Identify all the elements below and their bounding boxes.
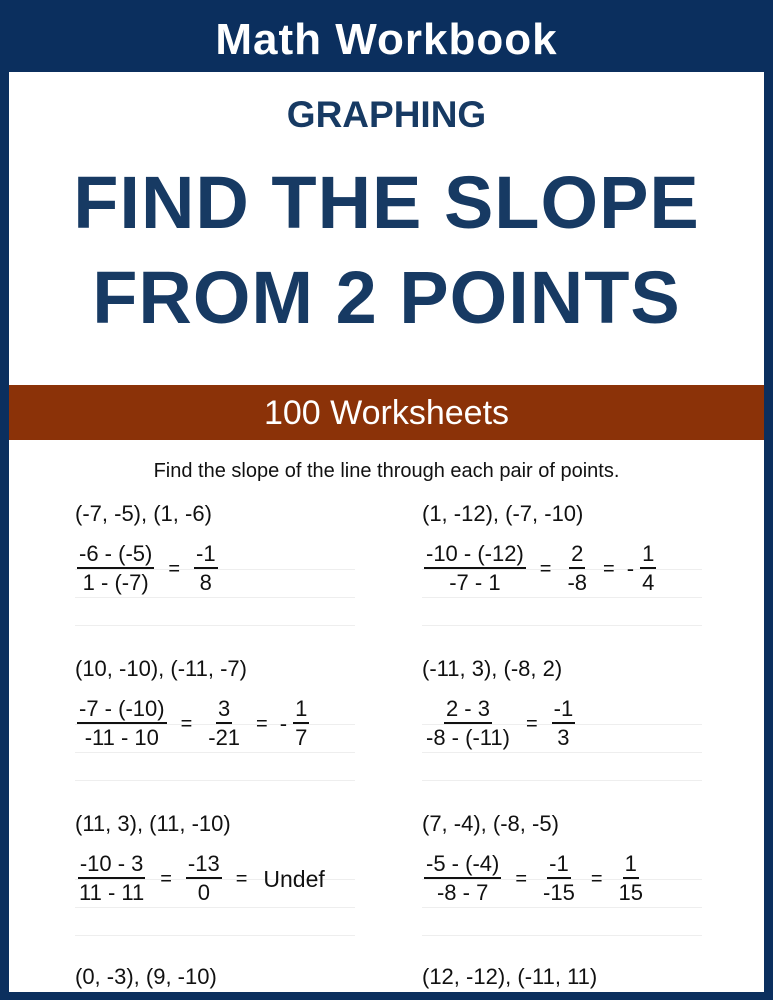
solution-steps (422, 848, 647, 910)
numerator: -10 - 3 (78, 851, 146, 879)
negative-sign: - (626, 556, 635, 581)
fraction (77, 541, 154, 597)
fraction (424, 851, 501, 907)
denominator: -8 - 7 (436, 880, 489, 905)
fraction (640, 541, 656, 597)
denominator: -8 (567, 570, 588, 595)
equals-sign: = (525, 712, 538, 735)
worksheet-count-banner: 100 Worksheets (9, 385, 764, 440)
solution-steps (75, 848, 329, 910)
denominator: -11 - 10 (84, 725, 159, 750)
fraction (541, 851, 577, 907)
point-pair: (-7, -5), (1, -6) (75, 501, 212, 526)
denominator: 0 (197, 880, 210, 905)
denominator: 11 - 11 (79, 880, 145, 905)
denominator: 4 (642, 570, 655, 595)
guide-line (75, 625, 355, 626)
point-pair: (11, 3), (11, -10) (75, 811, 231, 836)
fraction (77, 696, 167, 752)
workbook-header: Math Workbook (215, 15, 558, 64)
numerator: -13 (186, 851, 222, 879)
denominator: -15 (543, 880, 575, 905)
solution-steps (75, 538, 220, 600)
fraction (293, 696, 309, 752)
point-pair: (7, -4), (-8, -5) (422, 811, 559, 836)
equals-sign: = (235, 867, 248, 890)
title-line-2: FROM 2 POINTS (92, 256, 681, 339)
equals-sign: = (515, 867, 528, 890)
guide-line (422, 625, 702, 626)
cover-page (9, 72, 764, 992)
numerator: 3 (216, 696, 232, 724)
fraction (424, 696, 512, 752)
numerator: -10 - (-12) (424, 541, 526, 569)
numerator: -1 (194, 541, 218, 569)
subtitle: GRAPHING (286, 94, 487, 135)
negative-sign: - (279, 711, 288, 736)
fraction (617, 851, 645, 907)
point-pair: (12, -12), (-11, 11) (422, 964, 598, 989)
equals-sign: = (590, 867, 603, 890)
guide-line (422, 780, 702, 781)
numerator: 1 (293, 696, 309, 724)
equals-sign: = (256, 712, 268, 735)
point-pair: (1, -12), (-7, -10) (422, 501, 584, 526)
fraction (206, 696, 242, 752)
solution-steps (75, 693, 311, 755)
numerator: 2 - 3 (444, 696, 492, 724)
denominator: -21 (208, 725, 241, 750)
numerator: -1 (547, 851, 571, 879)
fraction (194, 541, 218, 597)
guide-line (422, 935, 702, 936)
result-text: Undef (263, 865, 325, 892)
solution-steps (422, 538, 658, 600)
fraction (565, 541, 589, 597)
numerator: 2 (569, 541, 585, 569)
denominator: -8 - (-11) (426, 725, 510, 750)
denominator: 3 (557, 725, 570, 750)
fraction (552, 696, 576, 752)
denominator: 8 (199, 570, 212, 595)
equals-sign: = (603, 557, 615, 580)
equals-sign: = (168, 557, 181, 580)
numerator: -1 (552, 696, 576, 724)
point-pair: (10, -10), (-11, -7) (75, 656, 247, 681)
equals-sign: = (180, 712, 193, 735)
numerator: -7 - (-10) (77, 696, 167, 724)
title-line-1: FIND THE SLOPE (73, 161, 700, 244)
fraction (77, 851, 146, 907)
denominator: 7 (295, 725, 308, 750)
solution-steps (422, 693, 577, 755)
point-pair: (0, -3), (9, -10) (75, 964, 217, 989)
numerator: 1 (623, 851, 639, 879)
fraction (186, 851, 222, 907)
numerator: 1 (640, 541, 656, 569)
fraction (424, 541, 526, 597)
denominator: 15 (618, 880, 643, 905)
equals-sign: = (539, 557, 552, 580)
denominator: -7 - 1 (449, 570, 501, 595)
numerator: -5 - (-4) (424, 851, 501, 879)
guide-line (75, 780, 355, 781)
point-pair: (-11, 3), (-8, 2) (422, 656, 563, 681)
denominator: 1 - (-7) (82, 570, 149, 595)
numerator: -6 - (-5) (77, 541, 154, 569)
equals-sign: = (160, 867, 172, 890)
guide-line (75, 935, 355, 936)
instruction: Find the slope of the line through each pair of points. (153, 460, 620, 482)
